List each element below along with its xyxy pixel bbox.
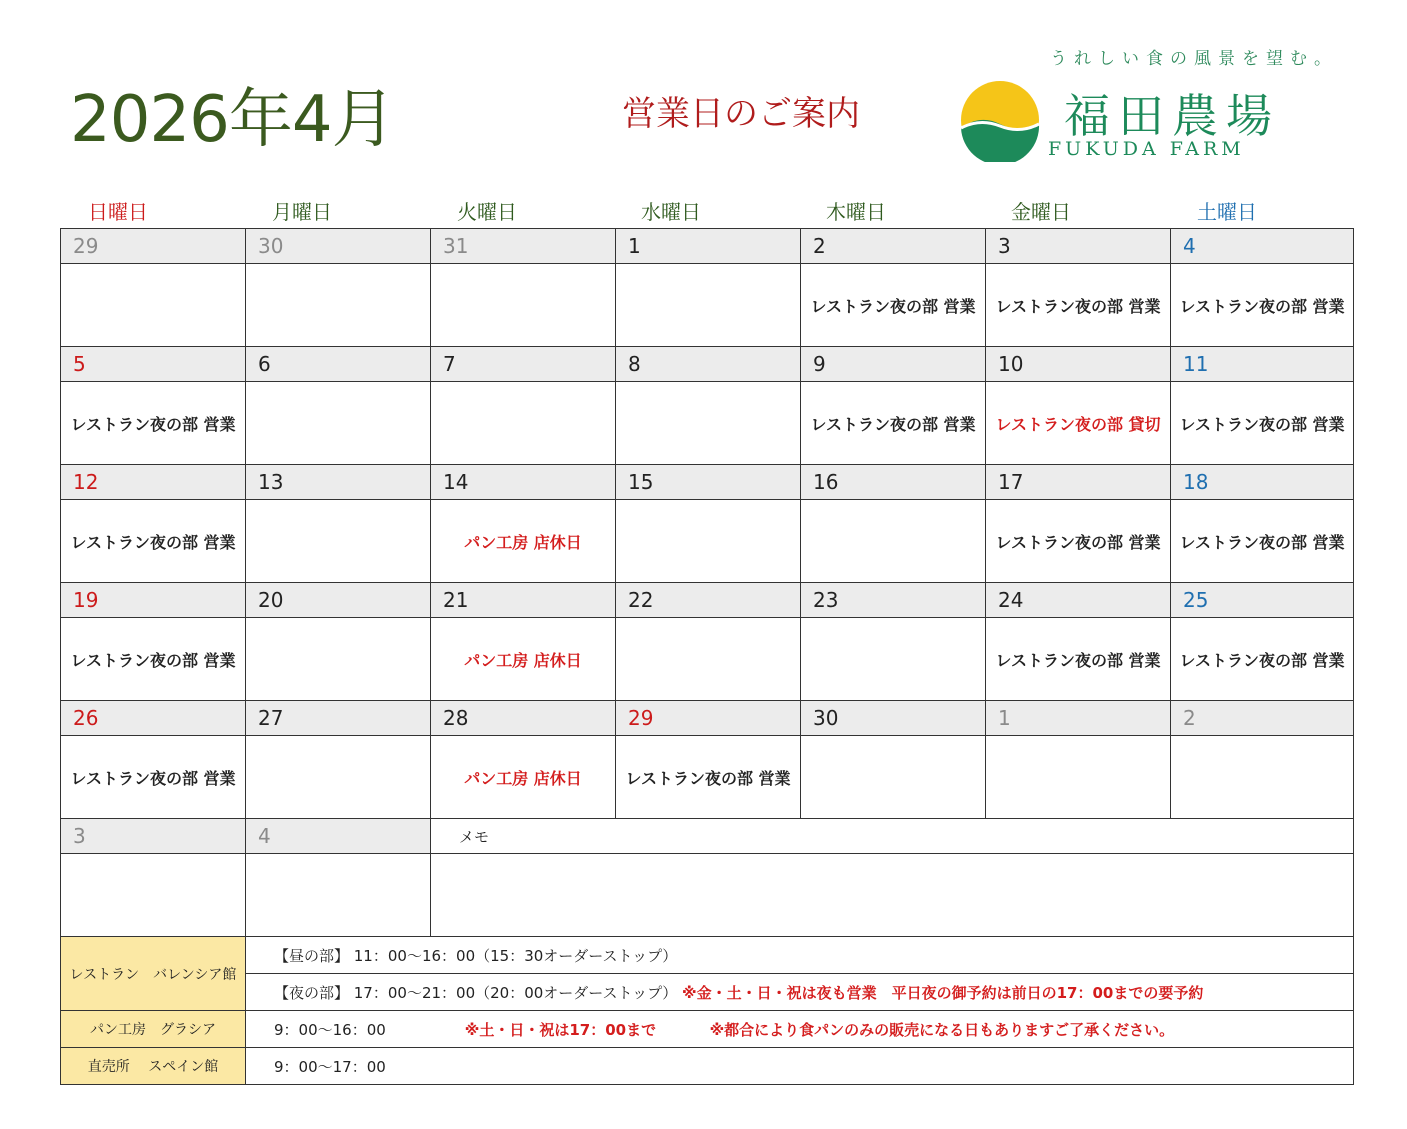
date-cell: 6: [246, 347, 431, 382]
event-cell: [246, 500, 431, 583]
event-cell: [1171, 264, 1354, 347]
event-cell: [801, 264, 986, 347]
week-1-dates: [61, 229, 1354, 264]
week-5-dates: [61, 701, 1354, 736]
event-label: パン工房 店休日: [464, 768, 582, 788]
market-label: 直売所 スペイン館: [61, 1048, 246, 1085]
event-cell: [801, 618, 986, 701]
date-cell: 4: [246, 819, 431, 854]
memo-area[interactable]: [431, 854, 1354, 937]
bakery-hours: [246, 1011, 1354, 1048]
event-cell: [246, 264, 431, 347]
memo-label: メモ: [431, 819, 1354, 854]
logo-tagline: うれしい食の風景を望む。: [1050, 49, 1338, 69]
event-cell: [986, 736, 1171, 819]
event-label: レストラン夜の部 営業: [70, 532, 236, 552]
event-cell: [246, 736, 431, 819]
date-cell: 2: [801, 229, 986, 264]
event-cell: [616, 500, 801, 583]
date-cell: 19: [61, 583, 246, 618]
bakery-note-bread: ※都合により食パンのみの販売になる日もありますご了承ください。: [709, 1020, 1175, 1039]
date-cell: 2: [1171, 701, 1354, 736]
week-5-body: [61, 736, 1354, 819]
month-title: 2026年4月: [70, 83, 395, 157]
event-cell: [1171, 736, 1354, 819]
event-cell: [431, 736, 616, 819]
date-cell: 14: [431, 465, 616, 500]
weekday-saturday: 土曜日: [1197, 200, 1257, 224]
logo-brand-jp: 福田農場: [1064, 89, 1280, 143]
restaurant-dinner-hours: 【夜の部】 17：00～21：00（20：00オーダーストップ）: [274, 983, 678, 1002]
weekday-header: [60, 196, 1353, 226]
date-cell: 21: [431, 583, 616, 618]
week-6-body: [61, 854, 1354, 937]
event-cell: [801, 500, 986, 583]
week-4-dates: [61, 583, 1354, 618]
restaurant-dinner-row: [61, 974, 1354, 1011]
event-cell: [1171, 618, 1354, 701]
date-cell: 29: [616, 701, 801, 736]
sun-hill-icon: [960, 80, 1040, 162]
fukuda-farm-logo: [960, 40, 1338, 170]
date-cell: 31: [431, 229, 616, 264]
event-label: レストラン夜の部 営業: [70, 650, 236, 670]
restaurant-lunch: 【昼の部】 11：00～16：00（15：30オーダーストップ）: [246, 937, 1354, 974]
date-cell: 5: [61, 347, 246, 382]
date-cell: 15: [616, 465, 801, 500]
weekday-thursday: 木曜日: [826, 200, 886, 224]
event-cell: [61, 264, 246, 347]
event-cell: [616, 736, 801, 819]
date-cell: 18: [1171, 465, 1354, 500]
event-cell: [986, 500, 1171, 583]
event-label: レストラン夜の部 営業: [995, 532, 1161, 552]
event-label: レストラン夜の部 営業: [70, 768, 236, 788]
date-cell: 30: [246, 229, 431, 264]
event-cell: [616, 618, 801, 701]
event-cell: [431, 382, 616, 465]
bakery-row: [61, 1011, 1354, 1048]
market-hours: 9：00～17：00: [246, 1048, 1354, 1085]
logo-brand-en: FUKUDA FARM: [1048, 138, 1245, 160]
date-cell: 9: [801, 347, 986, 382]
week-4-body: [61, 618, 1354, 701]
event-cell: [986, 264, 1171, 347]
weekday-wednesday: 水曜日: [641, 200, 701, 224]
date-cell: 3: [986, 229, 1171, 264]
restaurant-lunch-row: [61, 937, 1354, 974]
week-3-dates: [61, 465, 1354, 500]
event-label: レストラン夜の部 貸切: [995, 414, 1161, 434]
week-3-body: [61, 500, 1354, 583]
event-label: パン工房 店休日: [464, 532, 582, 552]
event-label: レストラン夜の部 営業: [1179, 414, 1345, 434]
event-label: レストラン夜の部 営業: [70, 414, 236, 434]
event-label: レストラン夜の部 営業: [1179, 296, 1345, 316]
notice-title: 営業日のご案内: [622, 94, 860, 134]
event-cell: [431, 618, 616, 701]
date-cell: 17: [986, 465, 1171, 500]
date-cell: 10: [986, 347, 1171, 382]
date-cell: 8: [616, 347, 801, 382]
week-2-body: [61, 382, 1354, 465]
event-cell: [986, 382, 1171, 465]
event-label: パン工房 店休日: [464, 650, 582, 670]
date-cell: 23: [801, 583, 986, 618]
event-cell: [246, 382, 431, 465]
event-cell: [801, 736, 986, 819]
bakery-time: 9：00～16：00: [274, 1020, 386, 1039]
event-cell: [61, 736, 246, 819]
date-cell: 1: [986, 701, 1171, 736]
date-cell: 16: [801, 465, 986, 500]
weekday-monday: 月曜日: [272, 200, 332, 224]
event-cell: [801, 382, 986, 465]
date-cell: 26: [61, 701, 246, 736]
date-cell: 12: [61, 465, 246, 500]
week-2-dates: [61, 347, 1354, 382]
event-cell: [431, 264, 616, 347]
market-row: [61, 1048, 1354, 1085]
weekday-tuesday: 火曜日: [457, 200, 517, 224]
date-cell: 4: [1171, 229, 1354, 264]
event-label: レストラン夜の部 営業: [810, 414, 976, 434]
week-1-body: [61, 264, 1354, 347]
event-label: レストラン夜の部 営業: [810, 296, 976, 316]
event-label: レストラン夜の部 営業: [995, 296, 1161, 316]
weekday-sunday: 日曜日: [88, 200, 148, 224]
weekday-friday: 金曜日: [1011, 200, 1071, 224]
bakery-note-weekend: ※土・日・祝は17：00まで: [464, 1020, 657, 1039]
date-cell: 22: [616, 583, 801, 618]
date-cell: 20: [246, 583, 431, 618]
event-cell: [246, 854, 431, 937]
date-cell: 13: [246, 465, 431, 500]
calendar-grid: [60, 228, 1354, 937]
bakery-label: パン工房 グラシア: [61, 1011, 246, 1048]
event-label: レストラン夜の部 営業: [1179, 650, 1345, 670]
event-cell: [61, 618, 246, 701]
date-cell: 27: [246, 701, 431, 736]
restaurant-dinner: [246, 974, 1354, 1011]
week-6-dates: [61, 819, 1354, 854]
date-cell: 7: [431, 347, 616, 382]
event-cell: [61, 854, 246, 937]
date-cell: 28: [431, 701, 616, 736]
event-label: レストラン夜の部 営業: [995, 650, 1161, 670]
date-cell: 1: [616, 229, 801, 264]
date-cell: 30: [801, 701, 986, 736]
restaurant-dinner-note: ※金・土・日・祝は夜も営業 平日夜の御予約は前日の17：00までの要予約: [682, 983, 1204, 1002]
event-cell: [1171, 500, 1354, 583]
event-label: レストラン夜の部 営業: [1179, 532, 1345, 552]
event-cell: [616, 264, 801, 347]
event-cell: [246, 618, 431, 701]
date-cell: 11: [1171, 347, 1354, 382]
event-cell: [431, 500, 616, 583]
date-cell: 25: [1171, 583, 1354, 618]
event-label: レストラン夜の部 営業: [625, 768, 791, 788]
date-cell: 24: [986, 583, 1171, 618]
event-cell: [61, 500, 246, 583]
event-cell: [616, 382, 801, 465]
date-cell: 29: [61, 229, 246, 264]
event-cell: [61, 382, 246, 465]
business-hours: [60, 936, 1354, 1085]
date-cell: 3: [61, 819, 246, 854]
event-cell: [1171, 382, 1354, 465]
event-cell: [986, 618, 1171, 701]
restaurant-label: レストラン バレンシア館: [61, 937, 246, 1011]
